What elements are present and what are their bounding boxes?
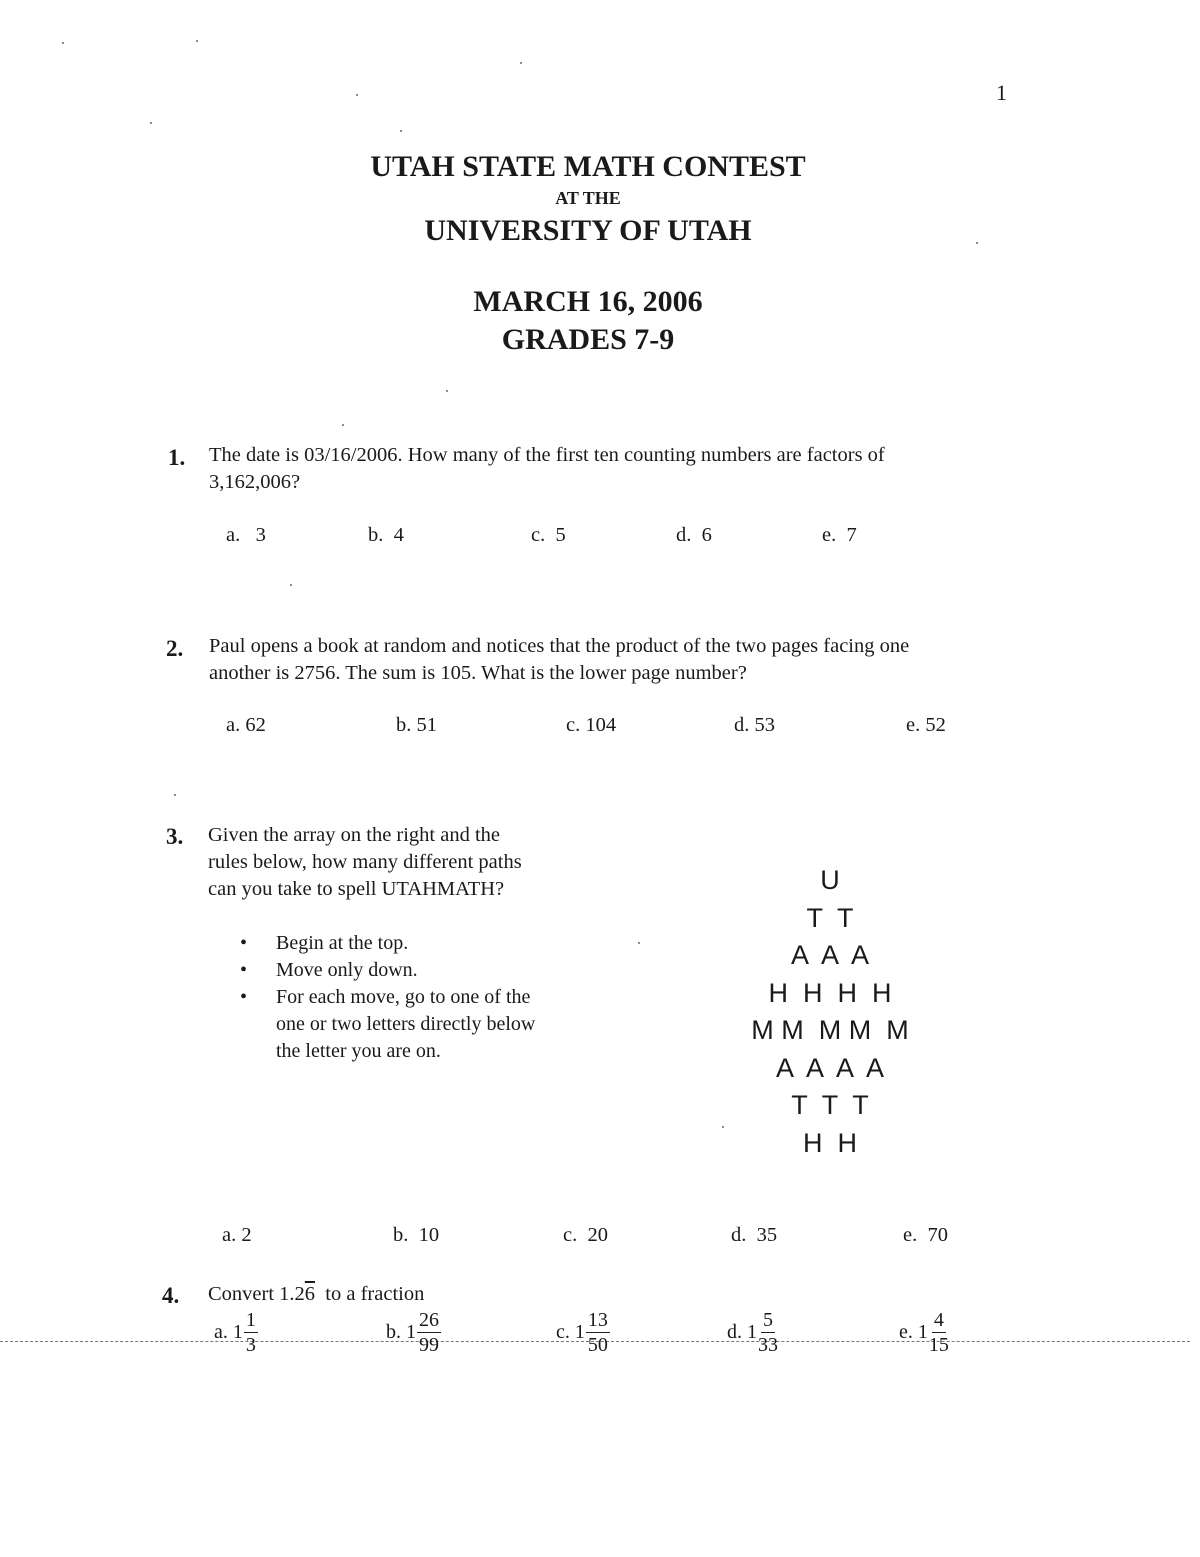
option-d-numerator: 5 [763,1309,773,1331]
rule-3 [240,984,600,1065]
question-1-option-d: d. 6 [676,524,712,546]
question-3-option-e: e. 70 [903,1224,948,1246]
bullet-icon: • [240,932,248,954]
option-e-denominator: 15 [928,1334,949,1356]
question-3-number: 3. [166,824,184,849]
grade-level: GRADES 7-9 [501,323,675,356]
option-b-numerator: 26 [419,1309,439,1331]
scan-speck [290,584,292,586]
question-1-text [209,442,885,496]
scan-speck [342,424,344,426]
question-4-number: 4. [162,1283,180,1308]
question-1-line-1: The date is 03/16/2006. How many of the first ten counting numbers are factors of [209,444,885,466]
question-2-line-1: Paul opens a book at random and notices that the product of the two pages facing one [209,635,910,657]
university-name: UNIVERSITY OF UTAH [424,214,752,247]
option-d-fraction [758,1310,778,1355]
scan-speck [196,40,198,42]
bullet-icon: • [240,959,248,981]
option-b-denominator: 99 [419,1334,439,1356]
array-row-1: U [820,865,840,895]
rule-2 [240,957,600,984]
rule-3-line-2: one or two letters directly below [276,1013,536,1035]
question-2-option-b: b. 51 [396,714,437,736]
question-3-option-d: d. 35 [731,1224,778,1246]
array-row-4: H H H H [768,977,892,1008]
option-a-denominator: 3 [245,1334,256,1356]
option-e-numerator: 4 [933,1309,944,1331]
bullet-icon: • [240,986,248,1008]
repeating-digit: 6 [304,1283,316,1305]
option-c-label: c. 1 [556,1321,585,1343]
question-4-prefix: Convert 1.2 [208,1283,305,1305]
question-4-option-a [214,1310,258,1355]
question-2-option-d: d. 53 [734,714,775,736]
question-4-option-b [386,1310,441,1355]
question-3-option-b: b. 10 [393,1224,440,1246]
question-3-option-a: a. 2 [222,1224,252,1246]
rule-3-line-1: For each move, go to one of the [276,986,531,1008]
question-2-text [209,633,909,687]
question-4-option-e [899,1310,949,1355]
option-a-fraction [244,1310,258,1355]
scan-speck [356,94,358,96]
scan-speck [976,242,978,244]
question-4-option-c [556,1310,610,1355]
question-2-line-2: another is 2756. The sum is 105. What is the lower page number? [209,662,747,684]
array-row-8: H H [803,1127,857,1158]
question-3-line-1: Given the array on the right and the [208,824,501,846]
question-1-line-2: 3,162,006? [209,471,301,493]
contest-subtitle: AT THE [555,188,621,208]
scan-speck [638,942,640,944]
rule-3-line-3: the letter you are on. [276,1040,441,1062]
option-b-fraction [417,1310,441,1355]
scan-speck [150,122,152,124]
option-c-denominator: 50 [587,1334,608,1356]
scan-speck [722,1126,724,1128]
array-row-6: A A A A [775,1052,885,1083]
array-row-5: M M M M M [751,1015,909,1045]
scan-speck [174,794,176,796]
question-2-number: 2. [166,636,184,661]
array-row-3: A A A [790,940,870,970]
option-e-label: e. 1 [899,1321,928,1343]
scan-speck [520,62,522,64]
question-2-option-e: e. 52 [906,714,946,736]
question-4-text [208,1281,424,1308]
option-c-fraction [586,1310,610,1355]
question-1-number: 1. [168,445,186,470]
question-1-option-a: a. 3 [226,524,266,546]
contest-date: MARCH 16, 2006 [473,285,703,318]
array-row-2: T T [806,902,854,933]
question-3-line-2: rules below, how many different paths [208,851,522,873]
question-1-option-e: e. 7 [822,524,857,546]
question-3-rules [240,930,600,1065]
scan-speck [400,130,402,132]
option-d-denominator: 33 [758,1334,778,1356]
question-1-option-b: b. 4 [368,524,404,546]
option-a-label: a. 1 [214,1321,243,1343]
scan-speck [446,390,448,392]
question-4-suffix: to a fraction [315,1283,425,1305]
option-a-numerator: 1 [245,1309,256,1331]
page-number: 1 [996,80,1007,105]
rule-1 [240,930,600,957]
letter-array [700,862,960,1162]
array-row-7: T T T [791,1090,869,1120]
question-2-option-c: c. 104 [566,714,617,736]
question-3-line-3: can you take to spell UTAHMATH? [208,878,505,900]
option-d-label: d. 1 [727,1321,757,1343]
question-3-text [208,822,522,903]
rule-2-line-1: Move only down. [276,959,418,981]
question-2-option-a: a. 62 [226,714,266,736]
question-4-option-d [727,1310,778,1355]
contest-title: UTAH STATE MATH CONTEST [370,150,806,183]
scan-speck [62,42,64,44]
rule-1-line-1: Begin at the top. [276,932,409,954]
question-1-option-c: c. 5 [531,524,566,546]
option-c-numerator: 13 [587,1309,608,1331]
question-3-option-c: c. 20 [563,1224,608,1246]
option-b-label: b. 1 [386,1321,416,1343]
option-e-fraction [929,1310,949,1355]
